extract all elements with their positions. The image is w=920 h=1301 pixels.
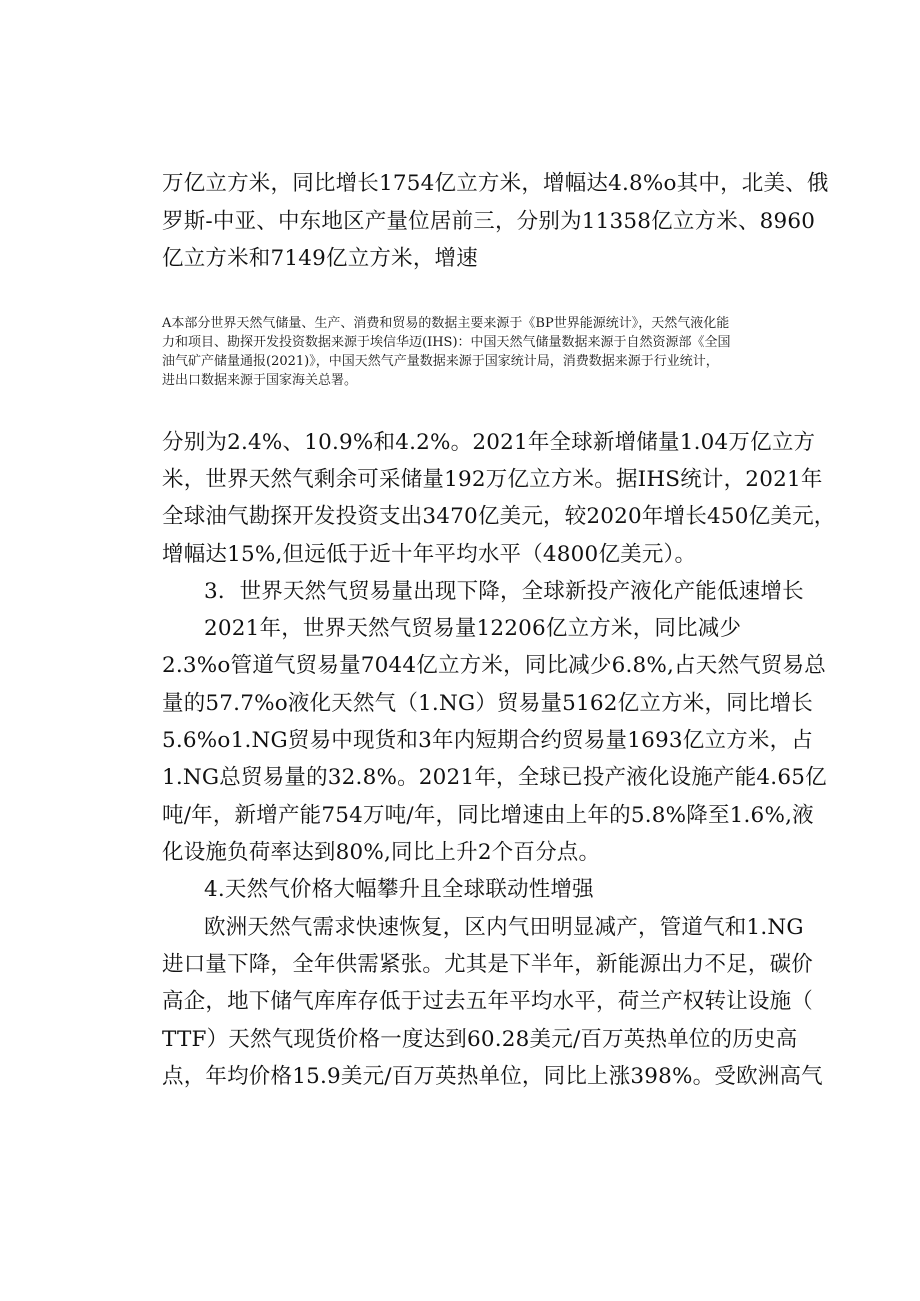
body-text-line: 米，世界天然气剩余可采储量192万亿立方米。据IHS统计，2021年 xyxy=(162,467,823,492)
body-text-line: 万亿立方米，同比增长1754亿立方米，增幅达4.8%o其中，北美、俄 xyxy=(162,171,829,196)
footnote-line: 油气矿产储量通报(2021)》，中国天然气产量数据来源于国家统计局，消费数据来源于行业统计， xyxy=(162,354,719,369)
body-text-line: 全球油气勘探开发投资支出3470亿美元，较2020年增长450亿美元， xyxy=(162,504,836,529)
body-text-line: 量的57.7%o液化天然气（1.NG）贸易量5162亿立方米，同比增长 xyxy=(162,691,813,716)
section-heading-3: 3．世界天然气贸易量出现下降，全球新投产液化产能低速增长 xyxy=(204,579,804,604)
body-text-line: 2021年，世界天然气贸易量12206亿立方米，同比减少 xyxy=(204,616,742,641)
footnote-line: 力和项目、勘探开发投资数据来源于埃信华迈(IHS)：中国天然气储量数据来源于自然资源部《全国 xyxy=(162,335,731,350)
body-text-line: 分别为2.4%、10.9%和4.2%。2021年全球新增储量1.04万亿立方 xyxy=(162,430,816,455)
body-text-line: 1.NG总贸易量的32.8%。2021年，全球已投产液化设施产能4.65亿 xyxy=(162,765,827,790)
body-text-line: 增幅达15%,但远低于近十年平均水平（4800亿美元）。 xyxy=(162,542,697,567)
body-text-line: 2.3%o管道气贸易量7044亿立方米，同比减少6.8%,占天然气贸易总 xyxy=(162,653,826,678)
body-text-line: 罗斯-中亚、中东地区产量位居前三，分别为11358亿立方米、8960 xyxy=(162,209,816,234)
body-text-line: 化设施负荷率达到80%,同比上升2个百分点。 xyxy=(162,840,601,865)
body-text-line: 进口量下降，全年供需紧张。尤其是下半年，新能源出力不足，碳价 xyxy=(162,952,814,977)
body-text-line: 5.6%o1.NG贸易中现货和3年内短期合约贸易量1693亿立方米，占 xyxy=(162,728,813,753)
footnote-line: A本部分世界天然气储量、生产、消费和贸易的数据主要来源于《BP世界能源统计》，天然气液化能 xyxy=(162,316,730,331)
body-text-line: 吨/年，新增产能754万吨/年，同比增速由上年的5.8%降至1.6%,液 xyxy=(162,803,814,828)
body-text-line: 点，年均价格15.9美元/百万英热单位，同比上涨398%。受欧洲高气 xyxy=(162,1064,823,1089)
section-heading-4: 4.天然气价格大幅攀升且全球联动性增强 xyxy=(204,877,594,902)
body-text-line: 高企，地下储气库库存低于过去五年平均水平，荷兰产权转让设施（ xyxy=(162,989,814,1014)
body-text-line: 亿立方米和7149亿立方米，增速 xyxy=(162,246,478,271)
footnote-line: 进出口数据来源于国家海关总署。 xyxy=(162,373,358,388)
body-text-line: TTF）天然气现货价格一度达到60.28美元/百万英热单位的历史高 xyxy=(162,1027,798,1052)
body-text-line: 欧洲天然气需求快速恢复，区内气田明显减产，管道气和1.NG xyxy=(204,915,804,940)
